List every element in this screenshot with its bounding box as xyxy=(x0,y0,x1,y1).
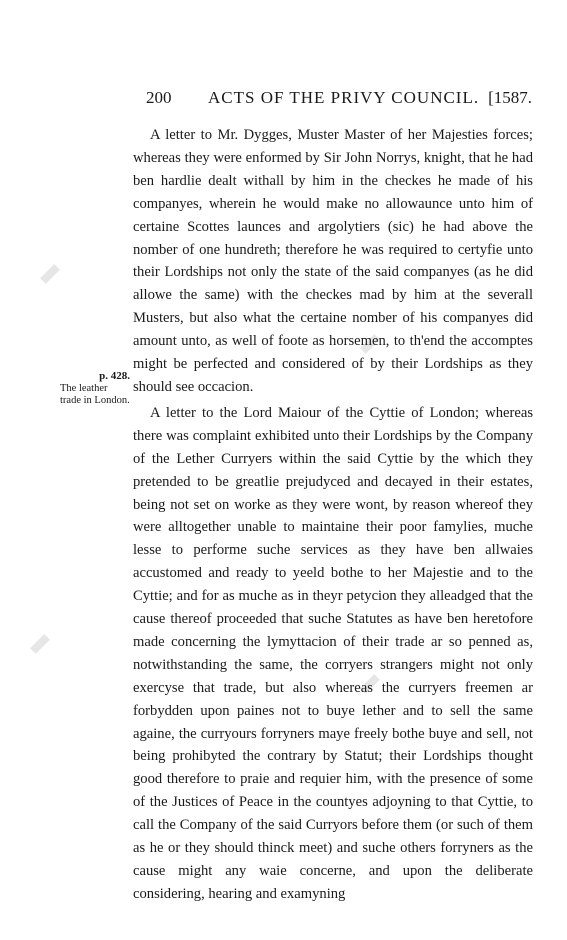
margin-note xyxy=(60,370,130,407)
paragraph-letter-lord-maiour: A letter to the Lord Maiour of the Cyttie of London; whereas there was complaint exhibited unto their Lordships by the Company of the Lether Curryers within the said Cyttie by the which they pretended to be greatlie prejudyced and decayed in their estates, being not set on worke as they were wont, by reason whereof they were alltogether unable to maintaine their poor famylies, muche lesse to performe suche services as they have ben allwaies accustomed and ready to yeeld bothe to her Majestie and to the Cyttie; and for as muche as in theyr petycion they alleadged that the cause thereof proceeded that suche Statutes as have ben heretofore made concerning the lymyttacion of their trade ar so penned as, notwithstanding the same, the corryers strangers might not only exercyse that trade, but also whereas the curryers freemen ar forbydden upon paines not to buye lether and to sell the same againe, the curryours forryners maye freely bothe buye and sell, not being prohibyted the contrary by Statut; their Lordships thought good therefore to praie and requier him, with the presence of some of the Justices of Peace in the countyes adjoyning to that Cyttie, to call the Company of the said Curryors before them (or such of them as he or they should thinck meet) and suche others forryners as the cause might any waie concerne, and upon the deliberate considering, hearing and examyning xyxy=(133,404,533,902)
document-body xyxy=(133,124,533,906)
margin-page-ref: p. 428. xyxy=(99,370,130,382)
watermark-stamp xyxy=(30,634,50,654)
paragraph-letter-dygges: A letter to Mr. Dygges, Muster Master of her Majesties forces; whereas they were enformed by Sir John Norrys, knight, that he had ben hardlie dealt withall by him in the checkes he made of his companyes, wherein he would make no allowaunce unto him of certaine Scottes launces and argolytiers (sic) he had above the nomber of one hundreth; therefore he was required to certyfie unto their Lordships not only the state of the said companyes (as he did allowe the same) with the checkes mad by him at the severall Musters, but also what the certaine nomber of his companyes did amount unto, as well of foote as horsemen, to th'end the accomptes might be perfected and considered of by their Lordships as they should see occacion. xyxy=(133,127,533,395)
watermark-stamp xyxy=(40,264,60,284)
page-number: 200 xyxy=(146,88,172,107)
running-title: ACTS OF THE PRIVY COUNCIL. xyxy=(208,88,480,107)
year-marker: [1587. xyxy=(488,88,532,107)
margin-note-text: The leather trade in London. xyxy=(60,383,130,406)
